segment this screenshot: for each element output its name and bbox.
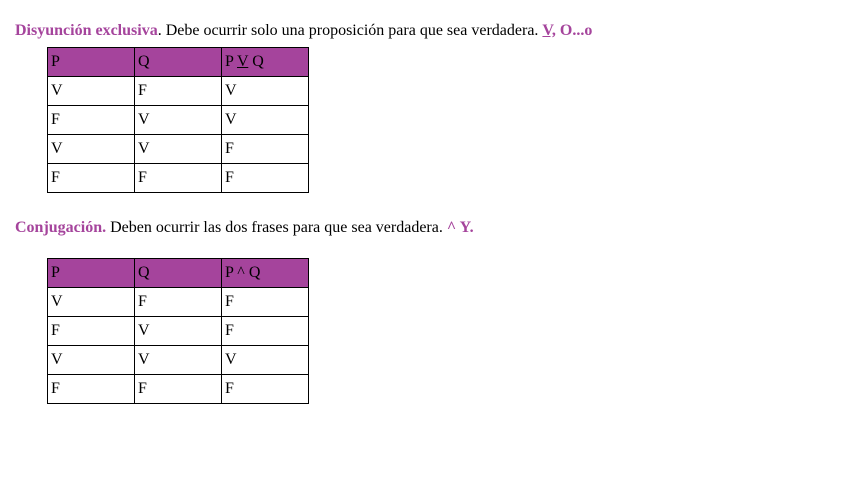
table-cell: F: [135, 288, 222, 317]
table-row: [48, 375, 309, 404]
conjunction-description: Deben ocurrir las dos frases para que sea verdadera.: [106, 219, 447, 236]
exclusive-disjunction-description: . Debe ocurrir solo una proposición para que sea verdadera.: [157, 22, 543, 39]
table-row: [48, 135, 309, 164]
conjunction-paragraph: [15, 218, 474, 238]
table-row: [48, 77, 309, 106]
table-cell: V: [135, 317, 222, 346]
table-cell: F: [135, 164, 222, 193]
exclusive-disjunction-reading: O...o: [555, 22, 593, 39]
header-part-q: Q: [248, 53, 264, 70]
header-cell-p-xor-q: [222, 48, 309, 77]
table-cell: F: [222, 164, 309, 193]
table-cell: F: [222, 317, 309, 346]
table-row: [48, 164, 309, 193]
header-part-operator: V: [237, 53, 249, 70]
table-cell: F: [222, 288, 309, 317]
table-cell: V: [222, 77, 309, 106]
table-header-row: [48, 48, 309, 77]
table-cell: F: [135, 77, 222, 106]
exclusive-disjunction-paragraph: [15, 21, 592, 41]
table-cell: F: [135, 375, 222, 404]
header-cell-p: P: [48, 48, 135, 77]
exclusive-disjunction-truth-table: [47, 47, 309, 193]
table-cell: F: [48, 317, 135, 346]
table-cell: F: [48, 164, 135, 193]
conjunction-symbol: ^ Y.: [446, 219, 474, 236]
header-cell-p: P: [48, 259, 135, 288]
table-cell: V: [48, 346, 135, 375]
table-cell: F: [222, 135, 309, 164]
header-cell-p-and-q: P ^ Q: [222, 259, 309, 288]
table-cell: V: [222, 346, 309, 375]
conjunction-term: Conjugación.: [15, 219, 107, 236]
table-cell: V: [222, 106, 309, 135]
table-row: [48, 288, 309, 317]
table-cell: F: [48, 375, 135, 404]
exclusive-disjunction-term: Disyunción exclusiva: [15, 22, 158, 39]
table-cell: F: [222, 375, 309, 404]
header-cell-q: Q: [135, 48, 222, 77]
header-part-p: P: [225, 53, 238, 70]
table-row: [48, 106, 309, 135]
table-cell: V: [48, 77, 135, 106]
table-cell: V: [135, 135, 222, 164]
table-cell: V: [135, 346, 222, 375]
table-row: [48, 346, 309, 375]
conjunction-truth-table: [47, 258, 309, 404]
table-cell: V: [135, 106, 222, 135]
exclusive-disjunction-symbol: V,: [542, 22, 556, 39]
table-cell: V: [48, 135, 135, 164]
table-cell: V: [48, 288, 135, 317]
table-row: [48, 317, 309, 346]
header-cell-q: Q: [135, 259, 222, 288]
table-cell: F: [48, 106, 135, 135]
table-header-row: [48, 259, 309, 288]
